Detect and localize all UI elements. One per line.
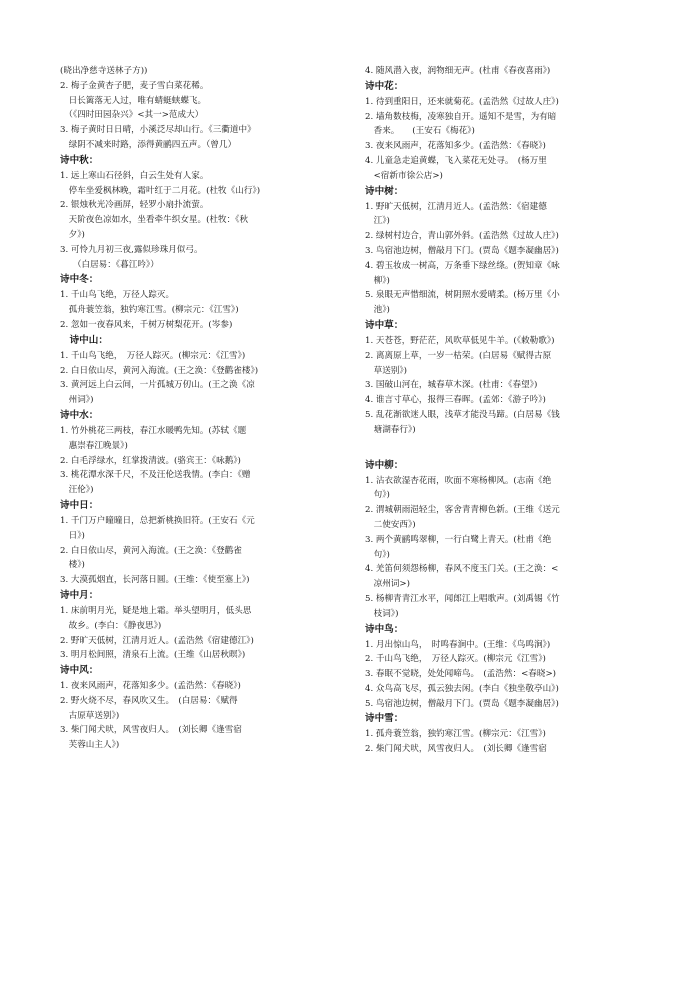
- right-text-line: 2. 柴门闻犬吠，风雪夜归人。 (刘长卿《逢雪宿: [365, 744, 547, 755]
- right-text-line: 香来。 (王安石《梅花》): [365, 126, 475, 137]
- right-text-line: 塘湖春行》): [365, 424, 416, 435]
- right-text-line: 4. 随风潜入夜，润物细无声。(杜甫《春夜喜雨》): [365, 66, 551, 76]
- right-text-line: 4. 众鸟高飞尽，孤云独去闲。(李白《独坐敬亭山》): [365, 683, 559, 694]
- left-text-line: 2. 野火烧不尽，春风吹又生。 (白居易：《赋得: [60, 695, 238, 706]
- left-text-line: 日》): [60, 530, 85, 541]
- right-text-line: 3. 夜来风雨声，花落知多少。(孟浩然：《春晓》): [365, 141, 546, 152]
- right-text-line: 1. 天苍苍，野茫茫，风吹草低见牛羊。(《敕勒歌》): [365, 335, 555, 346]
- left-text-line: 1. 床前明月光，疑是地上霜。举头望明月，低头思: [60, 605, 252, 616]
- left-section-heading: 诗中冬：: [60, 274, 99, 286]
- right-text-line: 2. 千山鸟飞绝， 万径人踪灭。(柳宗元《江雪》): [365, 654, 546, 665]
- right-text-line: 句》): [365, 490, 390, 501]
- left-text-line: 惠崇春江晚景》): [60, 440, 128, 451]
- right-text-line: 2. 墙角数枝梅，凌寒独自开。遥知不是雪，为有暗: [365, 111, 557, 122]
- right-text-line: 3. 春眠不觉晓，处处闻啼鸟。 (孟浩然：<春晓>): [365, 669, 557, 680]
- left-column: [60, 64, 349, 944]
- right-text-line: <宿新市徐公店>): [365, 170, 443, 181]
- right-section-heading: 诗中树：: [365, 185, 404, 197]
- left-text-line: （白居易：《暮江吟》）: [60, 259, 159, 270]
- left-section-heading: 诗中山：: [60, 334, 108, 346]
- left-text-line: 绿阴不减来时路，添得黄鹂四五声。（曾几）: [60, 139, 237, 150]
- left-text-line: 停车坐爱枫林晚，霜叶红于二月花。(杜牧《山行》): [60, 185, 261, 196]
- right-text-line: 5. 鸟宿池边树，僧敲月下门。(贾岛《题李凝幽居》): [365, 698, 559, 709]
- left-text-line: 故乡。(李白：《静夜思》): [60, 620, 162, 631]
- left-text-line: 2. 忽如一夜春风来，千树万树梨花开。(岑参): [60, 319, 233, 330]
- right-text-line: 1. 野旷天低树，江清月近人。(孟浩然：《宿建德: [365, 201, 547, 212]
- right-text-line: 1. 月出惊山鸟， 时鸣春涧中。(王维：《鸟鸣涧》): [365, 639, 551, 650]
- right-text-line: 1. 孤舟蓑笠翁，独钓寒江雪。(柳宗元：《江雪》): [365, 729, 546, 740]
- right-text-line: 2. 渭城朝雨浥轻尘，客舍青青柳色新。(王维《送元: [365, 505, 560, 516]
- left-text-line: 2. 梅子金黄杏子肥，麦子雪白菜花稀。: [60, 80, 209, 91]
- left-text-line: 2. 野旷天低树，江清月近人。(孟浩然《宿建德江》): [60, 635, 254, 646]
- right-text-line: 江》): [365, 216, 390, 227]
- left-text-line: 3. 可怜九月初三夜,露似珍珠月似弓。: [60, 244, 203, 255]
- left-text-line: 1. 千山鸟飞绝， 万径人踪灭。(柳宗元：《江雪》): [60, 350, 246, 361]
- left-text-line: 3. 大漠孤烟直，长河落日圆。(王维：《使至塞上》): [60, 575, 250, 586]
- right-text-line: 2. 绿树村边合，青山郭外斜。(孟浩然《过故人庄》): [365, 231, 559, 242]
- left-text-line: 2. 白毛浮绿水，红掌拨清波。(骆宾王：《咏鹅》): [60, 455, 241, 466]
- right-text-line: 凉州词>): [365, 579, 410, 590]
- left-text-line: 1. 远上寒山石径斜，白云生处有人家。: [60, 170, 209, 181]
- right-text-line: 柳》): [365, 275, 390, 286]
- right-text-line: 句》): [365, 549, 390, 560]
- right-text-line: 1. 沾衣欲湿杏花雨，吹面不寒杨柳风。(志南《绝: [365, 475, 552, 486]
- right-column: [365, 64, 654, 944]
- right-section-heading: 诗中雪：: [365, 713, 404, 725]
- left-text-line: 3. 梅子黄时日日晴，小溪泛尽却山行。《三衢道中》: [60, 125, 256, 136]
- left-text-line: 3. 柴门闻犬吠，风雪夜归人。 (刘长卿《逢雪宿: [60, 725, 242, 736]
- right-text-line: 草送别》): [365, 365, 408, 376]
- right-text-line: 二使安西》): [365, 519, 416, 530]
- left-text-line: 天阶夜色凉如水，坐看牵牛织女星。(杜牧：《秋: [60, 215, 249, 226]
- left-section-heading: 诗中秋：: [60, 154, 99, 166]
- right-text-line: 枝词》): [365, 608, 399, 619]
- left-text-line: 孤舟蓑笠翁，独钓寒江雪。(柳宗元：《江雪》): [60, 305, 239, 316]
- right-text-line: 4. 羌笛何须怨杨柳，春风不度玉门关。(王之涣：<: [365, 564, 559, 575]
- left-section-heading: 诗中月：: [60, 589, 99, 601]
- right-text-line: 2. 离离原上草，一岁一枯荣。(白居易《赋得古原: [365, 350, 552, 361]
- left-text-line: （《四时田园杂兴》<其一>范成大）: [60, 110, 204, 121]
- document-page: [60, 64, 654, 944]
- left-text-line: 1. 千山鸟飞绝，万径人踪灭。: [60, 290, 175, 301]
- right-text-line: 5. 杨柳青青江水平，闻郎江上唱歌声。(刘禹锡《竹: [365, 593, 560, 604]
- right-text-line: 3. 两个黄鹂鸣翠柳，一行白鹭上青天。(杜甫《绝: [365, 534, 552, 545]
- left-text-line: 1. 竹外桃花三两枝，春江水暖鸭先知。(苏轼《题: [60, 425, 247, 436]
- left-text-line: 3. 黄河远上白云间，一片孤城万仞山。(王之涣《凉: [60, 380, 255, 391]
- right-text-line: 1. 待到重阳日，还来就菊花。(孟浩然《过故人庄》): [365, 96, 559, 107]
- left-text-line: 3. 桃花潭水深千尺，不及汪伦送我情。(李白：《赠: [60, 470, 251, 481]
- left-text-line: 2. 银烛秋光冷画屏，轻罗小扇扑流萤。: [60, 200, 209, 211]
- left-text-line: (晓出净慈寺送林子方)): [60, 66, 148, 76]
- right-text-line: 3. 鸟宿池边树，僧敲月下门。(贾岛《题李凝幽居》): [365, 245, 559, 256]
- right-text-line: 4. 儿童急走追黄蝶，飞入菜花无处寻。 (杨万里: [365, 155, 547, 166]
- left-section-heading: 诗中日：: [60, 499, 99, 511]
- right-section-heading: 诗中花：: [365, 80, 404, 92]
- left-text-line: 州词》): [60, 395, 94, 406]
- right-text-line: 4. 谁言寸草心，报得三春晖。(孟郊：《游子吟》): [365, 395, 546, 406]
- left-text-line: 1. 千门万户曈曈日，总把新桃换旧符。(王安石《元: [60, 515, 255, 526]
- right-text-line: 5. 乱花渐欲迷人眼，浅草才能没马蹄。(白居易《钱: [365, 409, 560, 420]
- left-text-line: 2. 白日依山尽，黄河入海流。(王之涣：《登鹳雀: [60, 545, 242, 556]
- left-text-line: 日长篱落无人过，唯有蜻蜓蛱蝶飞。: [60, 95, 207, 106]
- right-spacer: [365, 438, 654, 458]
- right-text-line: 3. 国破山河在，城春草木深。(杜甫：《春望》): [365, 380, 538, 391]
- right-text-line: 池》): [365, 305, 390, 316]
- left-text-line: 夕》): [60, 229, 85, 240]
- right-text-line: 5. 泉眼无声惜细流，树阴照水爱晴柔。(杨万里《小: [365, 290, 560, 301]
- left-section-heading: 诗中风：: [60, 665, 99, 677]
- left-text-line: 汪伦》): [60, 485, 94, 496]
- left-text-line: 楼》): [60, 560, 85, 571]
- left-text-line: 3. 明月松间照，清泉石上流。(王维《山居秋暝》): [60, 650, 246, 661]
- right-text-line: 4. 碧玉妆成一树高，万条垂下绿丝绦。(贺知章《咏: [365, 260, 560, 271]
- right-section-heading: 诗中鸟：: [365, 623, 404, 635]
- left-text-line: 古原草送别》): [60, 710, 120, 721]
- left-text-line: 芙蓉山主人》): [60, 740, 120, 751]
- right-section-heading: 诗中柳：: [365, 459, 404, 471]
- right-section-heading: 诗中草：: [365, 319, 404, 331]
- left-text-line: 2. 白日依山尽，黄河入海流。(王之涣：《登鹳雀楼》): [60, 365, 259, 376]
- left-section-heading: 诗中水：: [60, 409, 99, 421]
- left-text-line: 1. 夜来风雨声，花落知多少。(孟浩然：《春晓》): [60, 681, 241, 692]
